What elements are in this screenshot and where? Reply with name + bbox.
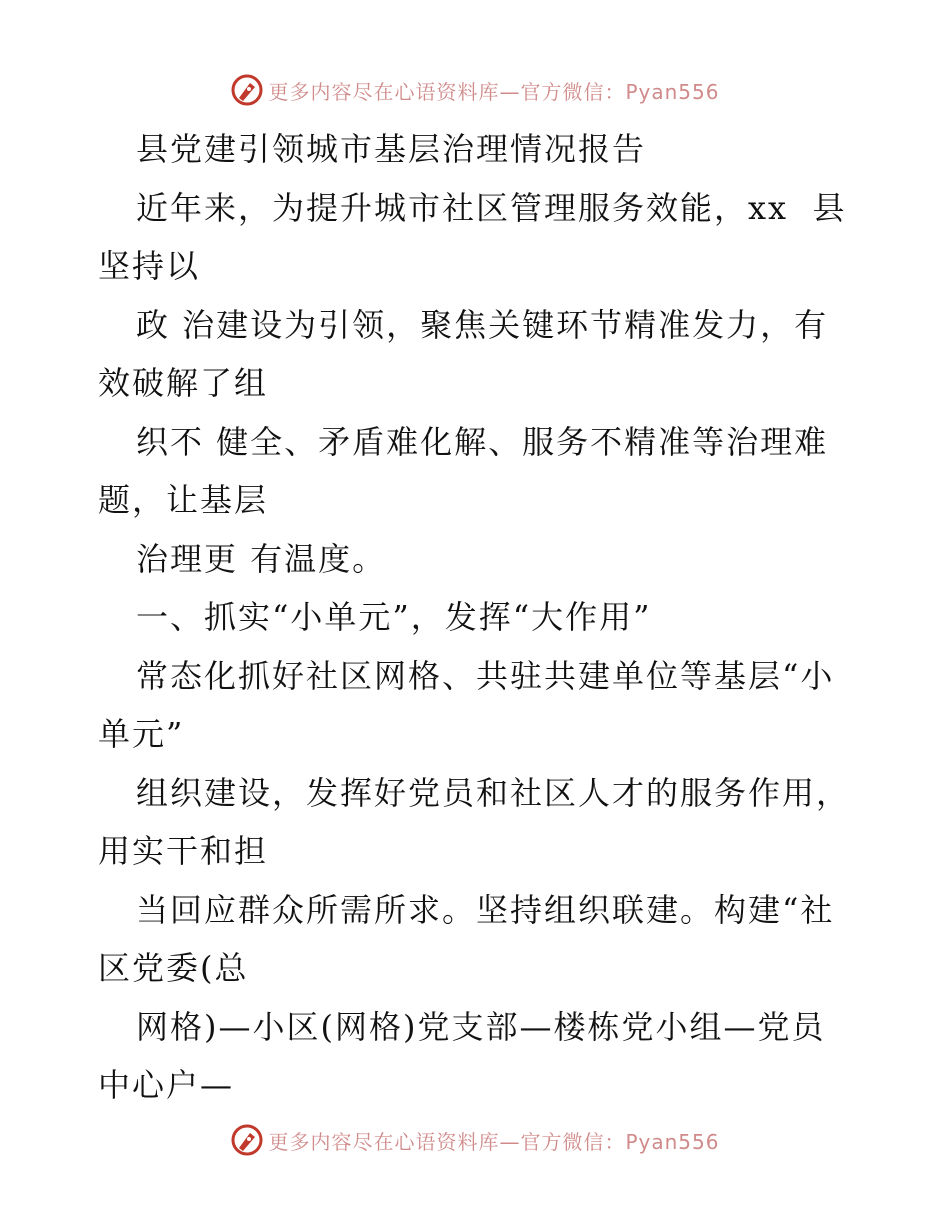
footer-banner-text: 更多内容尽在心语资料库—官方微信：Pyan556: [268, 1129, 720, 1154]
paragraph-line: 题，让基层: [98, 481, 269, 519]
paragraph-line: 织不 健全、矛盾难化解、服务不精准等治理难: [136, 422, 829, 461]
header-banner-text: 更多内容尽在心语资料库—官方微信：Pyan556: [268, 79, 720, 104]
pen-nib-logo-icon: [230, 1123, 264, 1157]
paragraph-line: 单元”: [98, 715, 185, 753]
paragraph-line: 坚持以: [98, 247, 201, 285]
paragraph-line: 治理更 有温度。: [136, 539, 387, 578]
doc-title: 县党建引领城市基层治理情况报告: [136, 130, 647, 168]
paragraph-line: 用实干和担: [98, 832, 269, 870]
paragraph-line: 网格)—小区(网格)党支部—楼栋党小组—党员: [136, 1007, 826, 1046]
pen-nib-logo-icon: [230, 73, 264, 107]
paragraph-line: 效破解了组: [98, 364, 269, 402]
paragraph-line: 组织建设，发挥好党员和社区人才的服务作用，: [136, 773, 851, 812]
paragraph-line: 区党委(总: [98, 949, 249, 987]
paragraph-line: 政 治建设为引领，聚焦关键环节精准发力，有: [136, 305, 829, 344]
footer-banner: [0, 1120, 950, 1160]
paragraph-line: 中心户—: [98, 1066, 235, 1104]
paragraph-line: 近年来，为提升城市社区管理服务效能，xx 县: [136, 188, 847, 227]
section-heading: 一、抓实“小单元”，发挥“大作用”: [136, 598, 652, 636]
header-banner: [0, 70, 950, 110]
document-body: [98, 120, 858, 1115]
paragraph-line: 当回应群众所需所求。坚持组织联建。构建“社: [136, 890, 835, 929]
paragraph-line: 常态化抓好社区网格、共驻共建单位等基层“小: [136, 656, 835, 695]
